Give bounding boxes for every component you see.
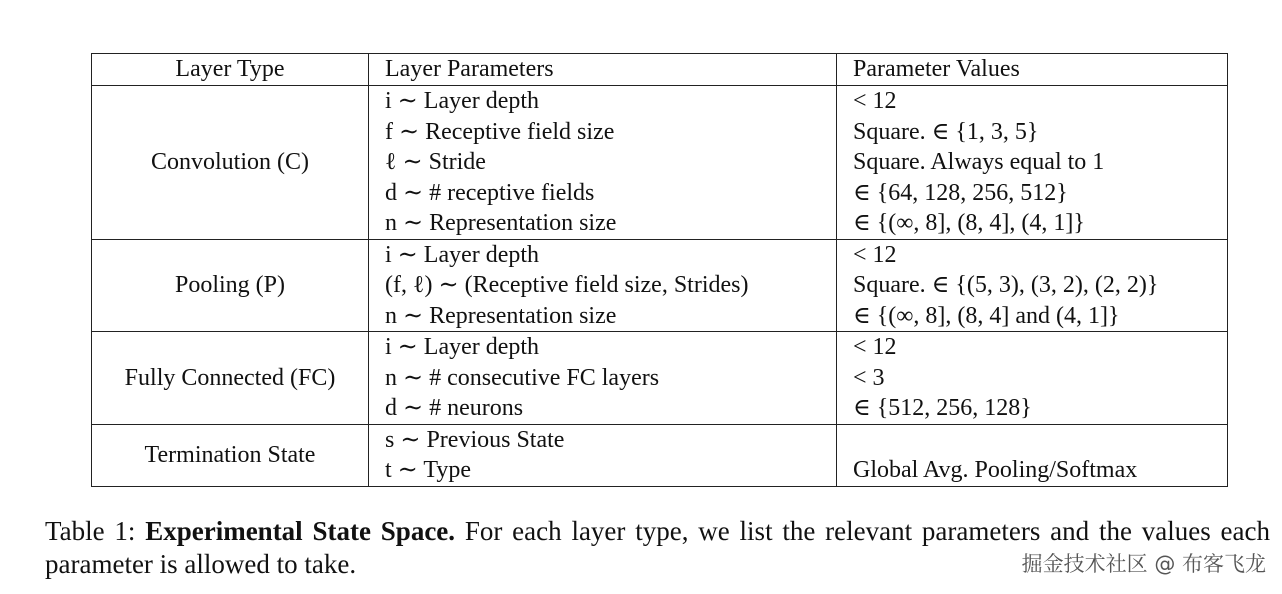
caption-label: Table 1: <box>45 516 136 546</box>
value-line: ∈ {512, 256, 128} <box>853 395 1032 421</box>
value-line: < 12 <box>853 241 897 268</box>
layer-type-cell: Convolution (C) <box>92 86 369 240</box>
layer-params-cell <box>369 239 837 332</box>
header-layer-type: Layer Type <box>92 54 369 86</box>
layer-type-cell: Pooling (P) <box>92 239 369 332</box>
layer-params-cell <box>369 424 837 486</box>
header-parameter-values: Parameter Values <box>837 54 1228 86</box>
state-space-table <box>91 53 1228 487</box>
layer-type-cell: Termination State <box>92 424 369 486</box>
param-line: d ∼ # receptive fields <box>385 179 595 206</box>
layer-params-cell <box>369 332 837 425</box>
param-line: i ∼ Layer depth <box>385 88 540 114</box>
layer-type-cell: Fully Connected (FC) <box>92 332 369 425</box>
value-line: Global Avg. Pooling/Softmax <box>853 457 1138 483</box>
param-line: n ∼ # consecutive FC layers <box>385 364 660 391</box>
value-line <box>853 425 1227 456</box>
param-line: (f, ℓ) ∼ (Receptive field size, Strides) <box>385 272 749 298</box>
param-line: f ∼ Receptive field size <box>385 118 615 145</box>
value-line: Square. ∈ {1, 3, 5} <box>853 118 1039 145</box>
param-values-cell <box>837 86 1228 240</box>
value-line: ∈ {(∞, 8], (8, 4], (4, 1]} <box>853 210 1085 236</box>
value-line: ∈ {64, 128, 256, 512} <box>853 179 1068 206</box>
caption-title: Experimental State Space. <box>145 516 456 546</box>
param-line: d ∼ # neurons <box>385 395 524 421</box>
table-row-convolution <box>92 86 1228 240</box>
caption-text: For each layer type, we list the relevant parameters and the values each parameter is allowed to take. <box>45 516 1271 579</box>
value-line: ∈ {(∞, 8], (8, 4] and (4, 1]} <box>853 302 1120 329</box>
value-line: < 3 <box>853 364 885 391</box>
param-line: ℓ ∼ Stride <box>385 149 486 175</box>
table-row-pooling <box>92 239 1228 332</box>
table-header-row <box>92 54 1228 86</box>
value-line: Square. Always equal to 1 <box>853 149 1105 175</box>
layer-params-cell <box>369 86 837 240</box>
param-values-cell <box>837 332 1228 425</box>
watermark: 掘金技术社区 @ 布客飞龙 <box>1021 552 1266 576</box>
param-line: i ∼ Layer depth <box>385 334 540 360</box>
header-layer-parameters: Layer Parameters <box>369 54 837 86</box>
value-line: Square. ∈ {(5, 3), (3, 2), (2, 2)} <box>853 272 1159 298</box>
param-values-cell <box>837 424 1228 486</box>
value-line: < 12 <box>853 334 897 360</box>
param-line: n ∼ Representation size <box>385 302 617 329</box>
table-row-termination <box>92 424 1228 486</box>
table-row-fully-connected <box>92 332 1228 425</box>
param-line: s ∼ Previous State <box>385 426 565 453</box>
value-line: < 12 <box>853 88 897 114</box>
param-line: i ∼ Layer depth <box>385 241 540 268</box>
param-line: n ∼ Representation size <box>385 210 617 236</box>
param-line: t ∼ Type <box>385 457 471 483</box>
param-values-cell <box>837 239 1228 332</box>
